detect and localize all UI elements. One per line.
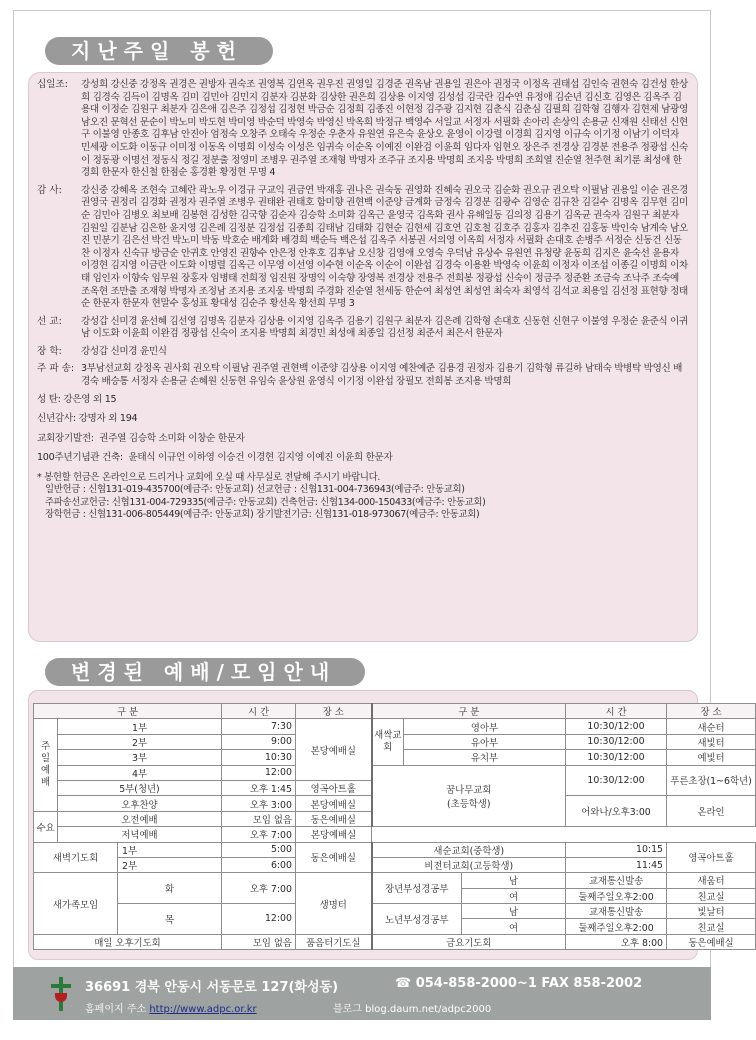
dept-time: 교재통신발송 xyxy=(566,904,667,919)
sunday-worship-label: 주 일 예 배 xyxy=(34,719,58,811)
account-line: 장학헌금 : 신협131-006-805449(예금주: 안동교회) 장기발전기금: 신협131-018-973067(예금주: 안동교회) xyxy=(45,509,480,521)
service-name: 저녁예배 xyxy=(58,827,222,842)
gender-label: 남 xyxy=(462,873,566,888)
service-place: 영곡아트홀 xyxy=(296,780,372,795)
offering-row xyxy=(37,346,689,359)
gender-label: 여 xyxy=(462,919,566,934)
dept-time: 10:30/12:00 xyxy=(566,765,667,796)
offering-names: 강성갑 신미경 윤선혜 김선영 김명옥 김분자 김상용 이지영 김옥주 김용기 김원구 최분자 김은례 김학형 손대호 신동현 신현구 이불영 우정순 윤준식 이귀남 이도화 이윤희 이완검 정광섭 신숙이 조지용 박명희 최경민 최성애 최종일 김선정 최준서 최은서 한문자 xyxy=(81,315,688,340)
offering-line xyxy=(37,394,689,407)
table-row xyxy=(34,857,756,872)
offering-line xyxy=(37,433,689,446)
service-time: 오후 1:45 xyxy=(222,780,296,795)
dept-time: 둘째주일오후2:00 xyxy=(566,919,667,934)
account-line: 일반헌금 : 신협131-019-435700(예금주: 안동교회) 선교헌금 : 신협131-004-736943(예금주: 안동교회) xyxy=(45,484,465,496)
dept-time: 10:15 xyxy=(566,842,667,857)
church-address: 36691 경북 안동시 서동문로 127(화성동) xyxy=(85,980,339,995)
header-time: 시 간 xyxy=(222,704,296,719)
service-name: 화 xyxy=(118,873,222,904)
offerings-box xyxy=(28,72,698,642)
dept-name: 유치부 xyxy=(404,750,566,765)
dept-place: 영곡아트홀 xyxy=(667,842,756,873)
offering-row xyxy=(37,79,689,180)
header-gubun: 구 분 xyxy=(34,704,222,719)
dept-time: 10:30/12:00 xyxy=(566,734,667,749)
footer xyxy=(13,967,711,1020)
offering-names: 강신중 강혜옥 조현숙 고혜란 곽노우 이경규 구교익 권금연 박재홍 권나은 권숙동 권영화 진혜숙 권오국 김순화 권오규 권오탁 이필남 권용일 이순 권은경 권영국 권정리 김경화 권정자 권주열 조병우 권태완 권태호 함미향 권현백 이준양 금계화 금정숙 김경분 김광수 김영순 김규찬 김길수 김명옥 김무현 김미순 김민아 김병오 최보배 김봉현 김성한 김국향 김순자 김승학 소미화 김옥근 윤영국 김옥화 권사 유해일동 김의정 김용기 김옥균 권숙자 김원구 최분자 김원일 김분남 김은한 윤지영 김은례 김정분 김정섭 김종희 김태남 김태화 김현순 김현세 김호연 김호철 김호주 김홍자 김추진 김홍동 박인숙 남계숙 남오진 민분기 김은선 박건 박노미 박동 박호순 배계화 배경희 백순득 백은섭 김옥주 서봉권 서의영 이옥희 서정자 서필화 손대호 손병주 서정순 신동건 신동찬 이정자 신숙규 방금순 안귀호 안영진 권향수 안은정 안후호 김후남 오신창 김영애 오영숙 우덕남 유상수 유원연 유청량 윤동희 김지은 윤숙선 윤용자 이경현 김지영 이금란 이도화 이명렬 김옥근 이무영 이선영 이수현 이순옥 이순이 이완섭 김경숙 이용환 박영숙 이윤희 이정자 이조섭 이종길 이명희 이차태 임인자 이향숙 임무원 장홍자 임병태 전희정 임진원 장명익 이숙향 장영복 전경상 전용주 전희봉 정광섭 신숙이 정금주 정준환 조금숙 조낙주 조숙예 조옥현 조만출 조재형 박명자 조정남 조지용 조지웅 박명희 주경화 진순열 천세동 한순여 최성연 최성연 최숙자 최영석 김석교 최용일 김선정 표현향 정태순 한문자 한문자 현말수 홍성표 황대성 김순주 황선옥 황선희 무명 3 xyxy=(81,184,688,310)
service-name: 1부 xyxy=(58,719,222,734)
kids-church-label xyxy=(372,765,566,827)
section-title-schedule: 변경된 예배/모임안내 xyxy=(45,658,365,686)
dept-name: 유아부 xyxy=(404,734,566,749)
kids-church-sub: (초등학생) xyxy=(446,798,491,810)
dept-time: 오후 8:00 xyxy=(566,934,667,949)
service-time: 오후 7:00 xyxy=(222,873,296,904)
service-name: 오후찬양 xyxy=(58,796,222,811)
service-time: 모임 없음 xyxy=(222,811,296,826)
dawn-prayer-label: 새벽기도회 xyxy=(34,842,118,873)
service-name: 3부 xyxy=(58,750,222,765)
gender-label: 남 xyxy=(462,904,566,919)
service-place: 본당예배실 xyxy=(296,827,372,842)
service-time: 10:30 xyxy=(222,750,296,765)
service-time: 오후 3:00 xyxy=(222,796,296,811)
offering-notice xyxy=(37,472,689,522)
dept-name: 비전터교회(고등학생) xyxy=(372,857,566,872)
offering-names: 강성희 강신중 강정옥 권경은 권방자 권숙조 권영복 김연옥 권우진 권영일 김경준 권옥남 권용일 권은아 권정국 이정옥 권태섭 김인숙 권현숙 김건성 한상희 김경숙 김득이 김명옥 김미 김민아 김민지 김분자 김분화 김상한 권은희 김상용 이지영 김성섭 김국란 김수연 유정애 김순년 김신호 김영은 김옥주 김용대 이정순 김원구 최분자 김은애 김은주 김정섭 김정현 박금순 김정희 김종진 이현정 김주광 김지현 김춘식 김춘심 김필희 김학형 김행자 김현제 남광영 남오진 문혁선 문순이 박노미 박도현 박미영 박순덕 박영숙 박영신 박옥희 박정규 백영수 서일교 서정자 서필화 손아리 손상익 손용균 신재원 신태선 신현구 이불영 안종호 김후남 안진아 엄정숙 오창주 오태숙 우정순 우춘자 유원연 유은숙 윤상오 윤영이 이강렬 이경희 김지영 이규숙 이기정 이남기 이덕자 민세광 이도화 이동규 이미정 이동옥 이명희 이성숙 이성은 임귀숙 이순옥 이예진 이완검 이윤희 임다자 임현오 장은주 전경상 김경분 전용주 정광섭 신숙이 정동광 이명선 정동식 정길 정분출 정영미 조병우 권주열 조재형 박명자 조주규 조지용 박명희 조지응 박명희 조희열 진순열 천주현 최기룬 최성애 한경희 한문자 한신철 한점순 홍경환 황정현 무명 4 xyxy=(81,79,688,179)
table-row xyxy=(34,842,756,857)
dept-name: 영아부 xyxy=(404,719,566,734)
offering-names: 강명자 외 194 xyxy=(78,413,138,425)
homepage-label: 홈페이지 주소 xyxy=(85,1004,147,1015)
service-name: 1부 xyxy=(118,842,222,857)
header-place: 장 소 xyxy=(667,704,756,719)
schedule-box xyxy=(28,690,752,960)
service-place: 생명터 xyxy=(296,873,372,935)
service-name: 4부 xyxy=(58,765,222,780)
header-time: 시 간 xyxy=(566,704,667,719)
dept-time: 둘째주일오후2:00 xyxy=(566,888,667,903)
gender-label: 여 xyxy=(462,888,566,903)
dept-time: 10:30/12:00 xyxy=(566,750,667,765)
offering-label: 감 사: xyxy=(37,184,62,196)
church-logo-icon xyxy=(51,977,71,1011)
homepage-link[interactable]: http://www.adpc.or.kr xyxy=(149,1004,257,1015)
kids-church-name: 꿈나무교회 xyxy=(446,784,492,796)
schedule-table xyxy=(33,703,756,950)
wednesday-label: 수요 xyxy=(34,811,58,842)
dept-name: 새순교회(중학생) xyxy=(372,842,566,857)
offering-names: 3부남선교회 강정옥 권사회 권오탁 이필남 권주열 권현백 이준양 김상용 이지영 예찬예준 김용경 권정자 김용기 김학형 류길하 남태숙 박병탁 박영신 배경숙 배승통 서정자 손용균 손혜원 신동현 유임숙 윤상원 윤영식 이기정 이완섭 장필모 전희봉 조지용 박명희 xyxy=(81,363,683,388)
service-time: 12:00 xyxy=(222,765,296,780)
dept-place: 온라인 xyxy=(667,796,756,827)
church-phone: ☎ 054-858-2000~1 FAX 858-2002 xyxy=(395,976,643,991)
header-gubun: 구 분 xyxy=(372,704,566,719)
offering-label: 주 파 송: xyxy=(37,363,75,375)
table-row xyxy=(34,765,756,780)
dept-place: 새빛터 xyxy=(667,734,756,749)
offering-line xyxy=(37,413,689,426)
service-place: 품음터기도실 xyxy=(296,934,372,949)
dept-time: 10:30/12:00 xyxy=(566,719,667,734)
offering-row xyxy=(37,316,689,341)
service-name: 5부(청년) xyxy=(58,780,222,795)
homepage-line xyxy=(85,1000,257,1015)
service-time: 5:00 xyxy=(222,842,296,857)
offering-label: 십일조: xyxy=(37,79,69,90)
offering-names: 윤태식 이규언 이하영 이승건 이경현 김지영 이예진 이윤희 한문자 xyxy=(128,452,393,464)
table-row xyxy=(34,719,756,734)
offering-label: 성 탄: xyxy=(37,393,61,405)
dept-place: 새움터 xyxy=(667,873,756,888)
dept-place: 빛날터 xyxy=(667,904,756,919)
dept-place: 예빛터 xyxy=(667,750,756,765)
service-place: 본당예배실 xyxy=(296,796,372,811)
service-time: 12:00 xyxy=(222,904,296,935)
dept-place: 친교실 xyxy=(667,888,756,903)
service-time: 모임 없음 xyxy=(222,934,296,949)
dept-place: 새순터 xyxy=(667,719,756,734)
offering-label: 교회장기발전: xyxy=(37,432,94,444)
dept-place: 친교실 xyxy=(667,919,756,934)
sprout-church-label: 새싹교회 xyxy=(372,719,404,765)
dept-name: 금요기도회 xyxy=(372,934,566,949)
table-header-row xyxy=(34,704,756,719)
section-title-offerings: 지난주일 봉헌 xyxy=(45,37,273,65)
dept-place: 동은예배실 xyxy=(667,934,756,949)
service-name: 2부 xyxy=(58,734,222,749)
service-name: 매일 오후기도회 xyxy=(34,934,222,949)
header-place: 장 소 xyxy=(296,704,372,719)
offering-label: 100주년기념관 건축: xyxy=(37,452,123,464)
service-place: 본당예배실 xyxy=(296,719,372,781)
offering-names: 강성갑 신미경 윤민식 xyxy=(81,345,167,357)
dept-time: 11:45 xyxy=(566,857,667,872)
service-time: 6:00 xyxy=(222,857,296,872)
table-row xyxy=(34,827,756,842)
service-place: 동은예배실 xyxy=(296,811,372,826)
offering-names: 강은영 외 15 xyxy=(63,393,117,405)
offering-label: 신년감사: xyxy=(37,413,76,425)
dept-place: 푸른초장(1~6학년) xyxy=(667,765,756,796)
dept-time: 교재통신발송 xyxy=(566,873,667,888)
service-name: 목 xyxy=(118,904,222,935)
offering-label: 장 학: xyxy=(37,345,62,357)
offering-row xyxy=(37,185,689,311)
service-time: 오후 7:00 xyxy=(222,827,296,842)
service-name: 2부 xyxy=(118,857,222,872)
new-family-label: 새가족모임 xyxy=(34,873,118,935)
blog-address: 블로그 blog.daum.net/adpc2000 xyxy=(333,1004,492,1015)
table-row xyxy=(34,934,756,949)
bible-study-label: 장년부성경공부 xyxy=(372,873,462,904)
service-time: 9:00 xyxy=(222,734,296,749)
account-line: 주파송선교헌금: 신협131-004-729335(예금주: 안동교회) 건축헌금: 신협134-000-150433(예금주: 안동교회) xyxy=(45,496,486,508)
table-row xyxy=(34,873,756,888)
notice-lead: * 봉헌할 헌금은 온라인으로 드리거나 교회에 오실 때 사무실로 전달해 주시기 바랍니다. xyxy=(37,472,381,484)
dept-time: 어와나/오후3:00 xyxy=(566,796,667,827)
service-time: 7:30 xyxy=(222,719,296,734)
service-name: 오전예배 xyxy=(58,811,222,826)
offering-line xyxy=(37,452,689,465)
table-row xyxy=(34,904,756,919)
offering-row xyxy=(37,363,689,388)
offering-names: 권주열 김승학 소미화 이창순 한문자 xyxy=(99,432,245,444)
offering-label: 선 교: xyxy=(37,315,62,327)
service-place: 동은예배실 xyxy=(296,842,372,873)
bible-study-label: 노년부성경공부 xyxy=(372,904,462,935)
